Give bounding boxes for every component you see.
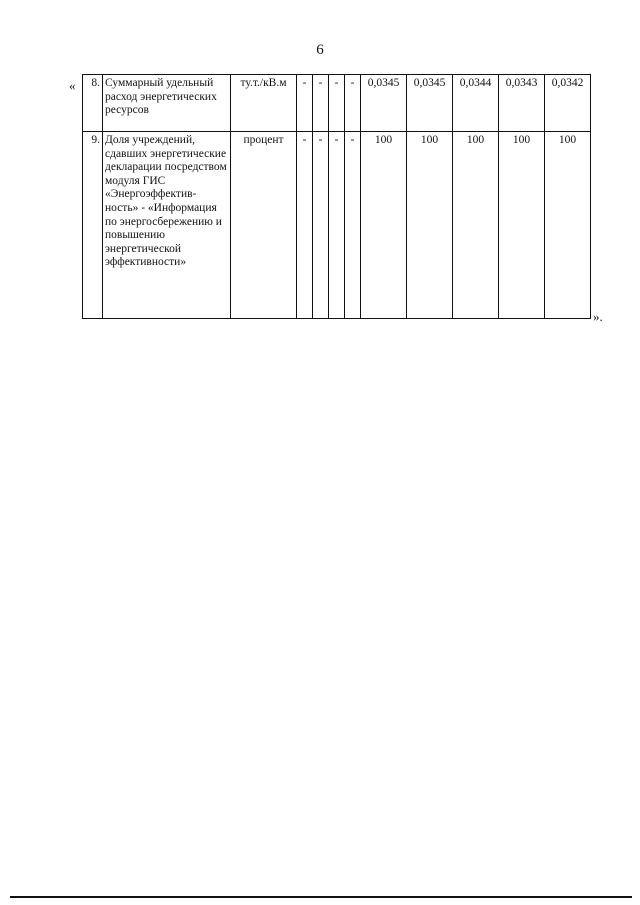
indicator-value: 100 bbox=[453, 132, 499, 319]
empty-value: - bbox=[329, 75, 345, 132]
table-row bbox=[83, 132, 591, 319]
indicator-unit: ту.т./кВ.м bbox=[231, 75, 297, 132]
page-number: 6 bbox=[316, 42, 324, 58]
opening-quote: « bbox=[69, 78, 76, 93]
row-number: 9. bbox=[83, 132, 103, 319]
empty-value: - bbox=[345, 75, 361, 132]
indicator-name: Доля учреждений, сдавших энергетические декларации посредством модуля ГИС «Энергоэффектив-ность» - «Информация по энергосбережению и повышению энергетической эффективности» bbox=[103, 132, 231, 319]
row-number: 8. bbox=[83, 75, 103, 132]
empty-value: - bbox=[297, 75, 313, 132]
indicator-value: 100 bbox=[545, 132, 591, 319]
indicator-unit: процент bbox=[231, 132, 297, 319]
empty-value: - bbox=[345, 132, 361, 319]
indicator-value: 100 bbox=[407, 132, 453, 319]
empty-value: - bbox=[313, 132, 329, 319]
indicator-value: 0,0343 bbox=[499, 75, 545, 132]
empty-value: - bbox=[313, 75, 329, 132]
indicator-value: 0,0344 bbox=[453, 75, 499, 132]
indicator-value: 0,0345 bbox=[361, 75, 407, 132]
empty-value: - bbox=[329, 132, 345, 319]
indicator-value: 100 bbox=[361, 132, 407, 319]
footer-rule bbox=[10, 896, 632, 898]
indicator-name: Суммарный удельный расход энергетических ресурсов bbox=[103, 75, 231, 132]
empty-value: - bbox=[297, 132, 313, 319]
indicator-value: 100 bbox=[499, 132, 545, 319]
table-row bbox=[83, 75, 591, 132]
indicator-value: 0,0345 bbox=[407, 75, 453, 132]
indicators-table bbox=[82, 74, 591, 319]
closing-quote: ». bbox=[593, 309, 603, 324]
indicator-value: 0,0342 bbox=[545, 75, 591, 132]
